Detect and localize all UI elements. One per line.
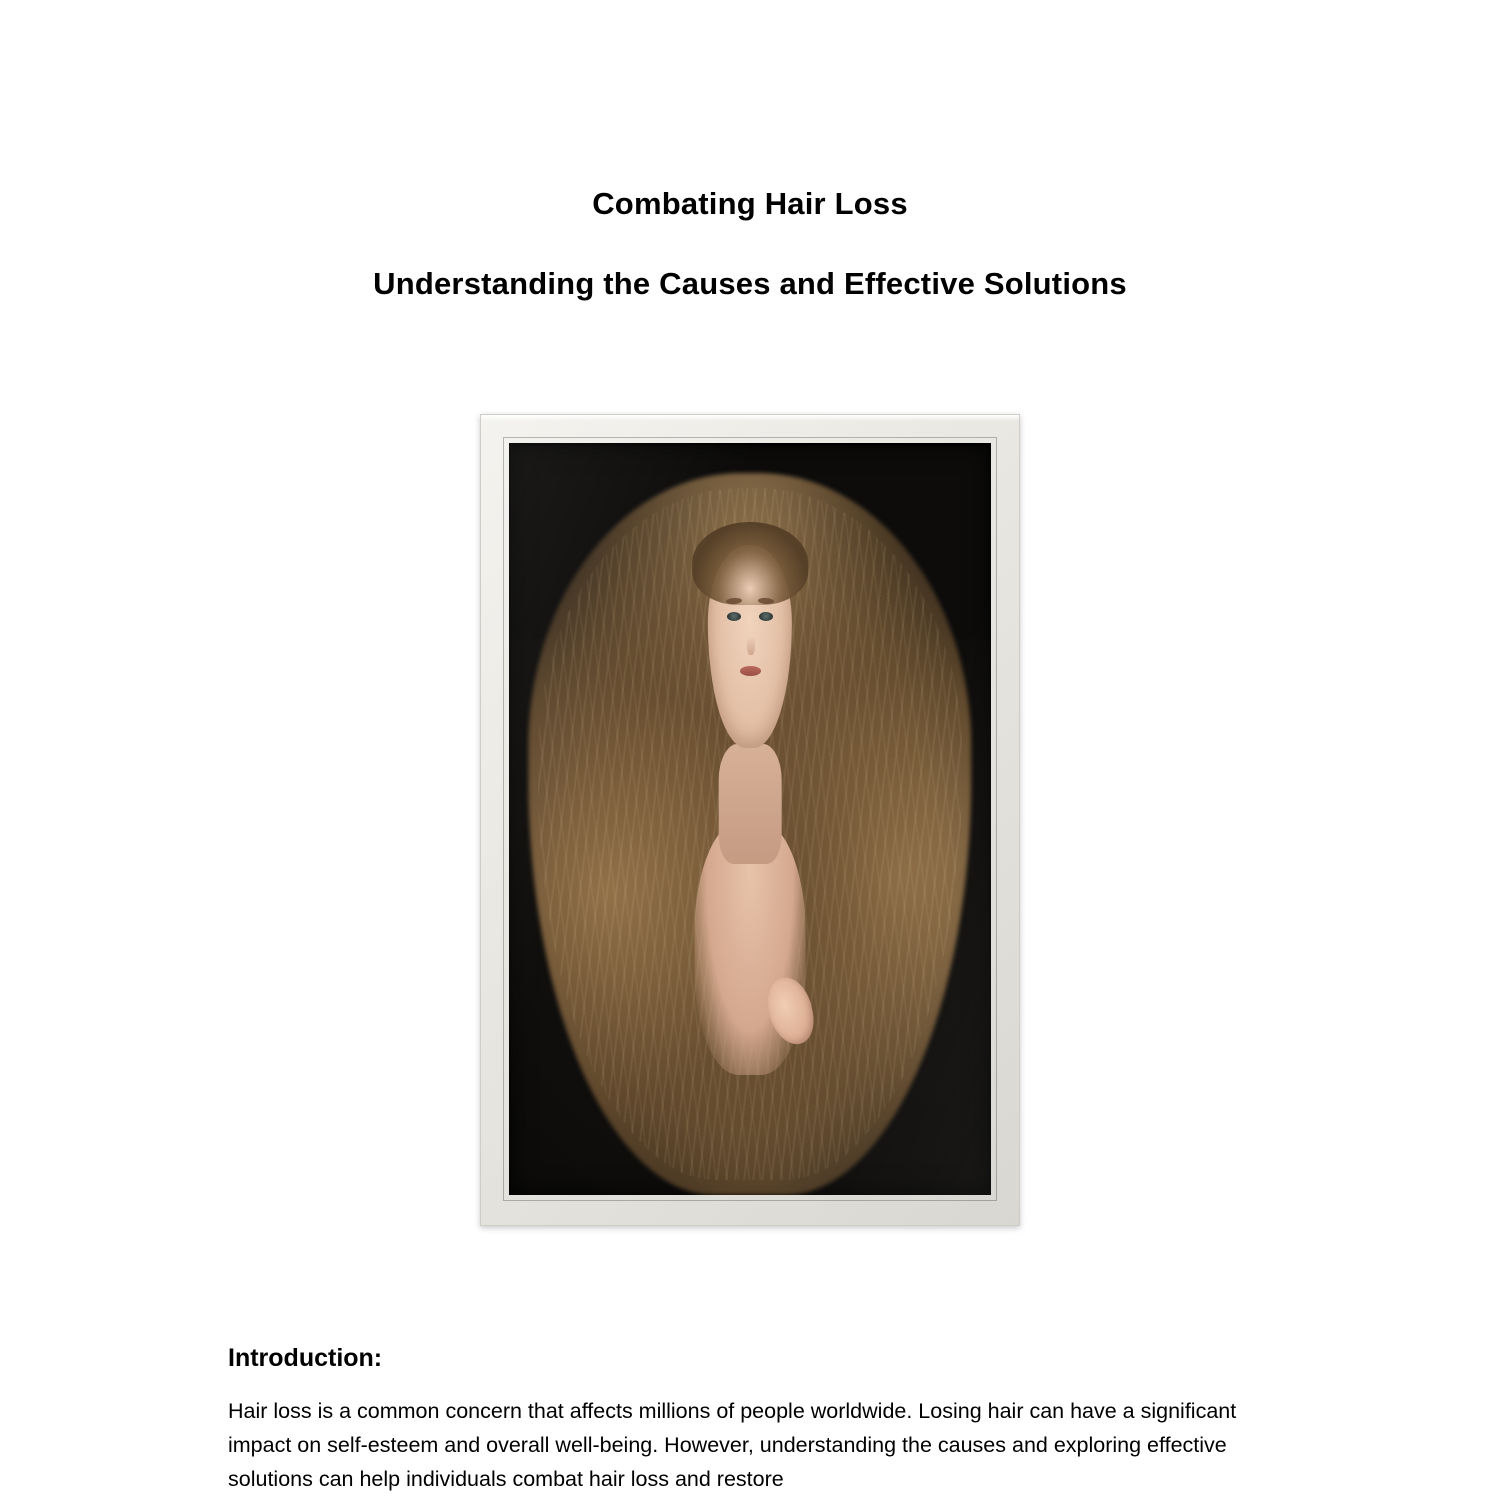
- hair-fringe: [692, 522, 808, 605]
- figure-container: [0, 414, 1500, 1226]
- section-heading-introduction: Introduction:: [228, 1344, 383, 1373]
- framed-photo: [480, 414, 1020, 1226]
- portrait-subject: [509, 443, 991, 1195]
- section-paragraph-introduction: Hair loss is a common concern that affects millions of people worldwide. Losing hair can have a significant impact on self-esteem and overall well-being. However, understanding the causes and exploring effective solutions can help individuals combat hair loss and restore: [228, 1399, 1237, 1492]
- eye-left: [727, 612, 741, 621]
- page-title: Combating Hair Loss: [592, 186, 908, 221]
- page-subtitle: Understanding the Causes and Effective Solutions: [373, 266, 1127, 302]
- neck-shape: [719, 744, 782, 864]
- portrait-photograph: [509, 443, 991, 1195]
- nose-shape: [747, 636, 755, 656]
